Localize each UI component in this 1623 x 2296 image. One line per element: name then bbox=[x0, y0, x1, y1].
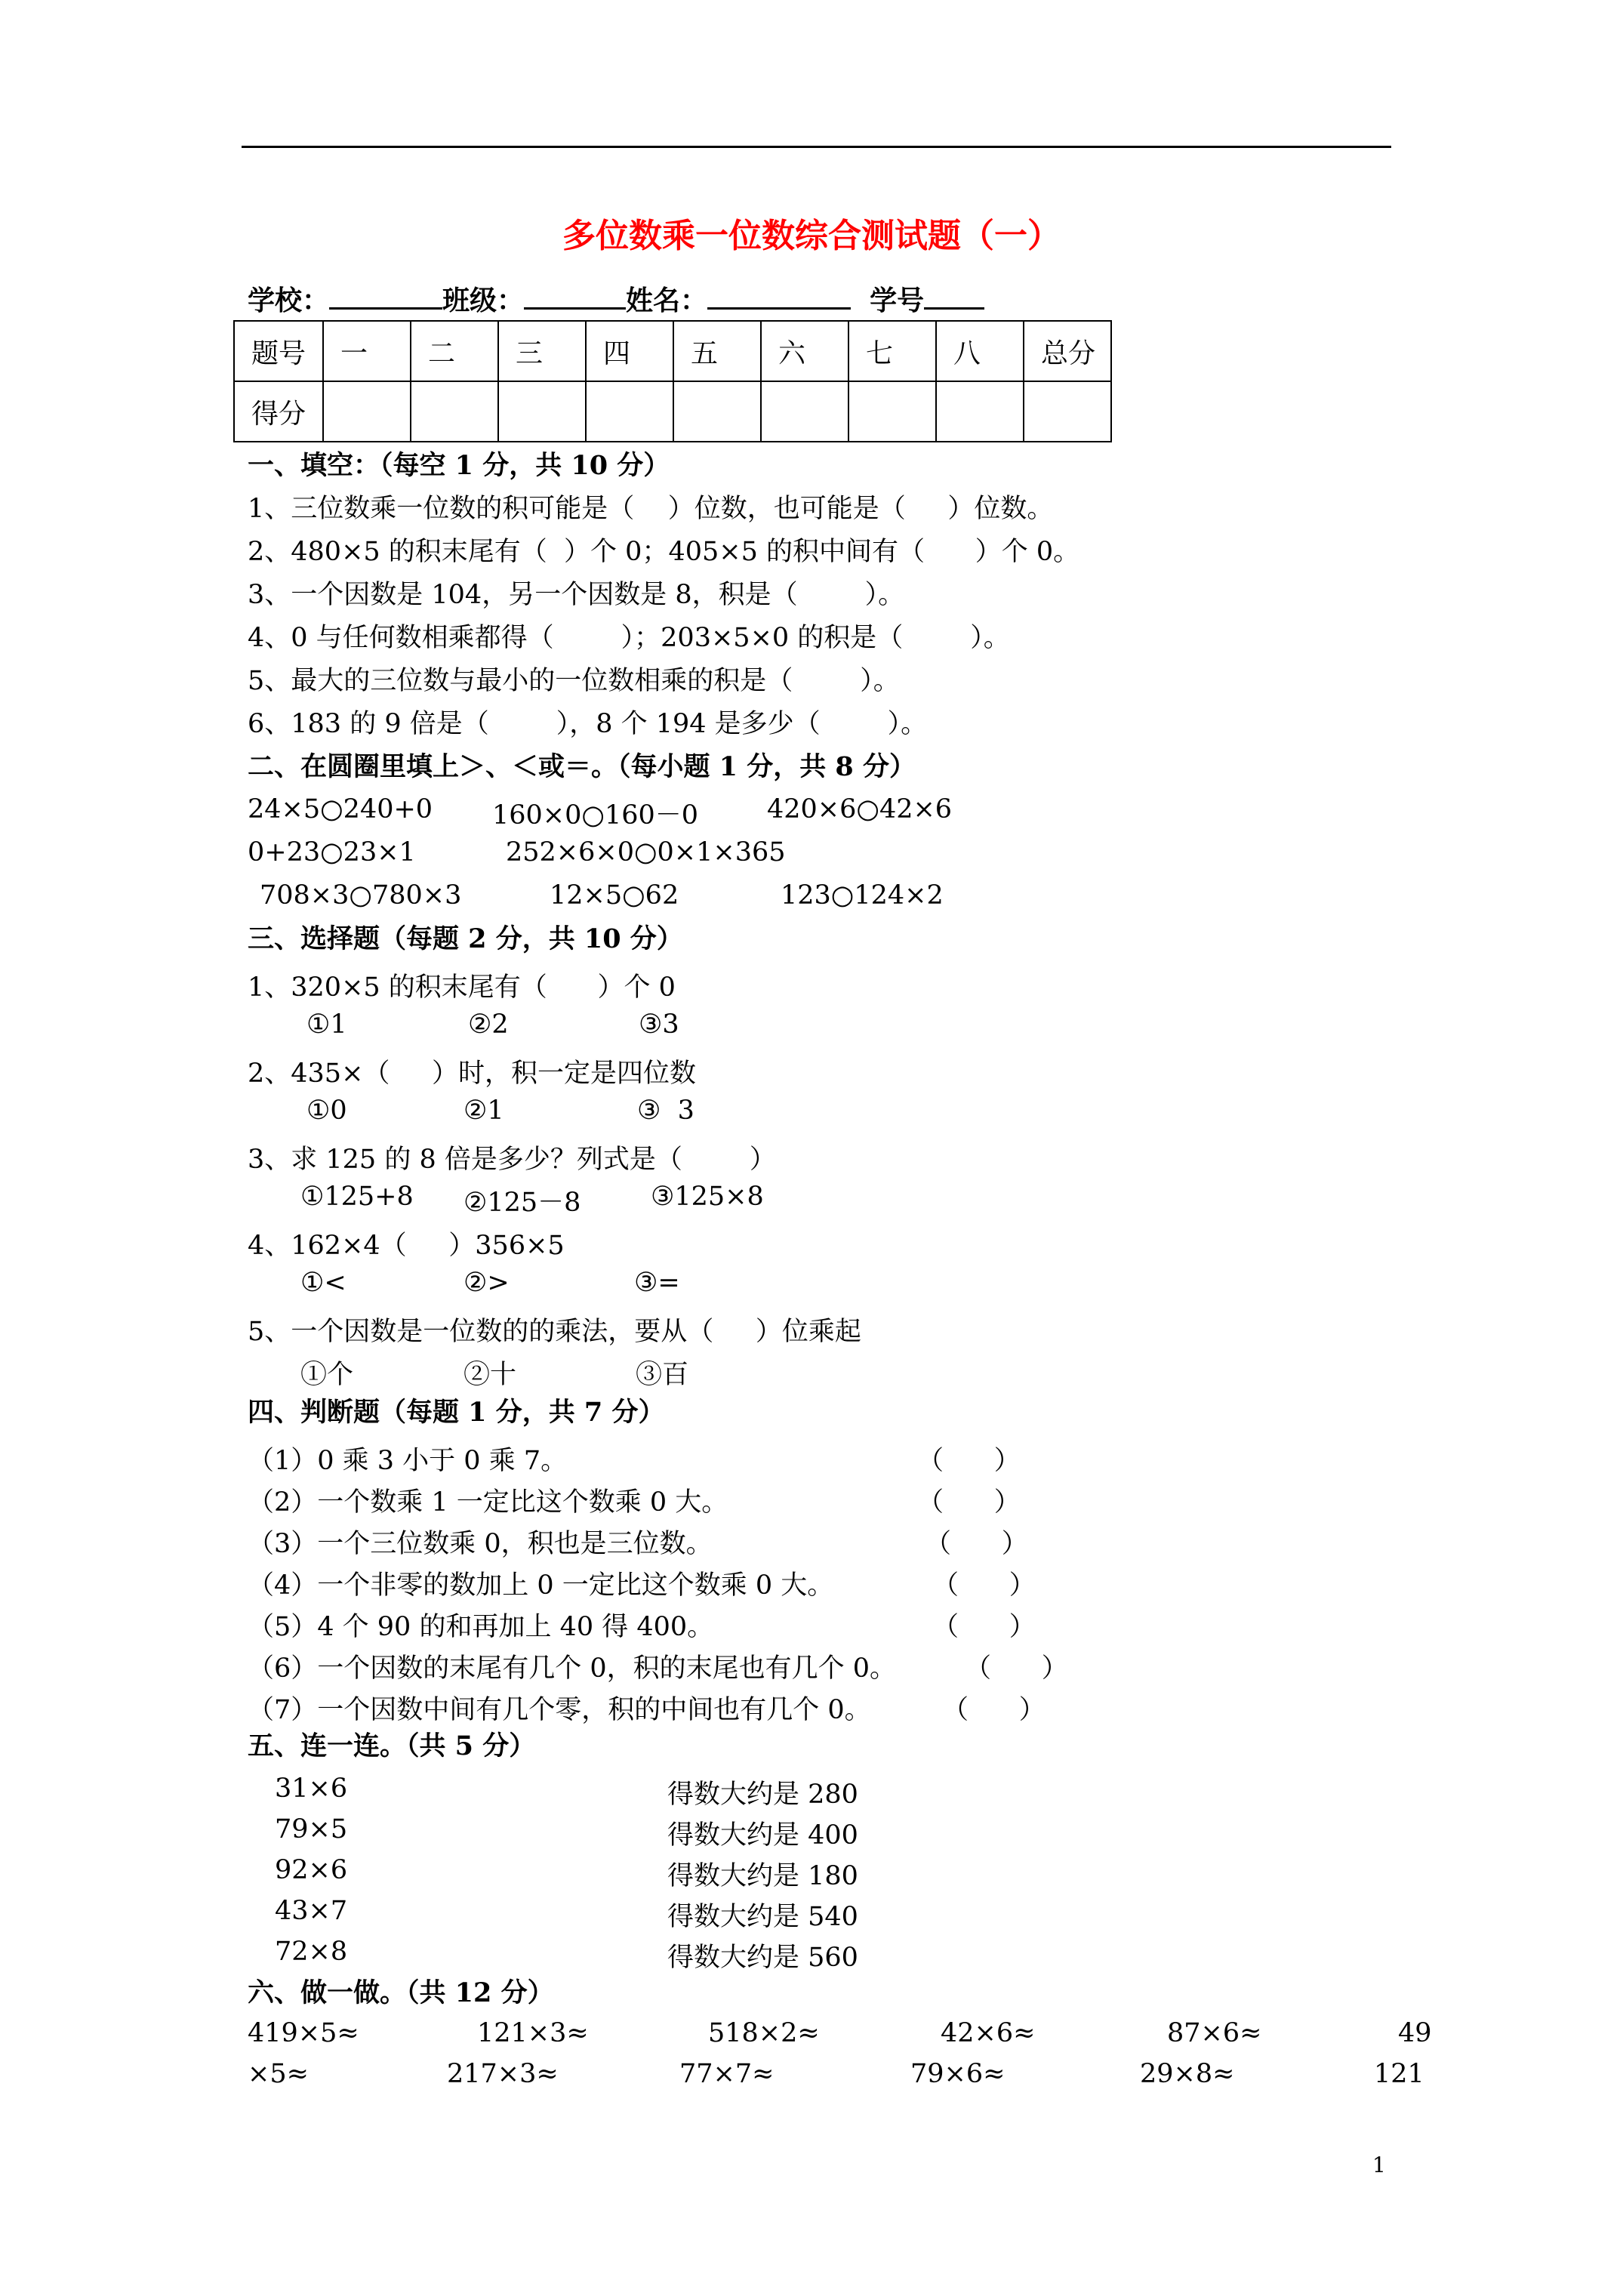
score-input-cell[interactable] bbox=[323, 381, 411, 442]
estimate-item: 29×8≈ bbox=[1140, 2059, 1235, 2089]
score-input-cell[interactable] bbox=[1024, 381, 1111, 442]
true-false-item: （4）一个非零的数加上 0 一定比这个数乘 0 大。 bbox=[248, 1570, 834, 1601]
choice-option[interactable]: ②十 bbox=[463, 1360, 517, 1390]
score-input-cell[interactable] bbox=[761, 381, 848, 442]
score-cell: 二 bbox=[411, 321, 498, 381]
fill-blank-item: 6、183 的 9 倍是（ ），8 个 194 是多少（ ）。 bbox=[248, 709, 928, 739]
choice-question: 3、求 125 的 8 倍是多少？列式是（ ） bbox=[248, 1145, 776, 1175]
compare-item: 160×0○160－0 bbox=[492, 800, 699, 831]
match-left-item[interactable]: 79×5 bbox=[275, 1814, 348, 1845]
score-cell: 总分 bbox=[1024, 321, 1111, 381]
school-label: 学校： bbox=[248, 285, 330, 316]
score-cell: 一 bbox=[323, 321, 411, 381]
choice-option[interactable]: ③125×8 bbox=[651, 1182, 764, 1212]
section-2-heading: 二、在圆圈里填上＞、＜或＝。（每小题 1 分，共 8 分） bbox=[248, 751, 916, 782]
class-blank bbox=[524, 282, 626, 310]
true-false-item: （2）一个数乘 1 一定比这个数乘 0 大。 bbox=[248, 1487, 728, 1518]
compare-item: 0+23○23×1 bbox=[248, 837, 416, 868]
compare-item: 123○124×2 bbox=[781, 880, 944, 911]
compare-item: 420×6○42×6 bbox=[767, 794, 953, 824]
name-blank bbox=[707, 282, 851, 310]
answer-parens[interactable]: （ ） bbox=[942, 1695, 1046, 1725]
choice-option[interactable]: ①< bbox=[300, 1268, 346, 1298]
score-input-cell[interactable] bbox=[936, 381, 1024, 442]
estimate-item: 79×6≈ bbox=[910, 2059, 1006, 2089]
fill-blank-item: 5、最大的三位数与最小的一位数相乘的积是（ ）。 bbox=[248, 666, 900, 696]
true-false-item: （1）0 乘 3 小于 0 乘 7。 bbox=[248, 1446, 568, 1476]
page-number: 1 bbox=[1372, 2153, 1386, 2177]
match-left-item[interactable]: 31×6 bbox=[275, 1774, 348, 1804]
choice-option[interactable]: ②> bbox=[463, 1268, 510, 1298]
section-1-heading: 一、填空：（每空 1 分，共 10 分） bbox=[248, 450, 670, 481]
score-input-cell[interactable] bbox=[498, 381, 586, 442]
score-cell: 三 bbox=[498, 321, 586, 381]
match-right-item[interactable]: 得数大约是 180 bbox=[667, 1861, 858, 1891]
choice-option[interactable]: ①个 bbox=[300, 1360, 354, 1390]
choice-option[interactable]: ①1 bbox=[306, 1009, 347, 1040]
true-false-item: （5）4 个 90 的和再加上 40 得 400。 bbox=[248, 1612, 714, 1642]
estimate-item: 77×7≈ bbox=[679, 2059, 775, 2089]
true-false-item: （7）一个因数中间有几个零，积的中间也有几个 0。 bbox=[248, 1695, 871, 1725]
name-label: 姓名： bbox=[626, 285, 708, 316]
match-right-item[interactable]: 得数大约是 280 bbox=[667, 1780, 858, 1810]
score-input-cell[interactable] bbox=[673, 381, 761, 442]
score-cell: 四 bbox=[586, 321, 673, 381]
choice-option[interactable]: ②2 bbox=[468, 1009, 509, 1040]
answer-parens[interactable]: （ ） bbox=[932, 1570, 1036, 1601]
match-left-item[interactable]: 43×7 bbox=[275, 1896, 348, 1926]
school-blank bbox=[329, 282, 442, 310]
student-info-line bbox=[248, 279, 984, 318]
answer-parens[interactable]: （ ） bbox=[965, 1653, 1068, 1684]
compare-item: 24×5○240+0 bbox=[248, 794, 433, 824]
choice-question: 1、320×5 的积末尾有（ ）个 0 bbox=[248, 972, 676, 1003]
choice-option[interactable]: ③ 3 bbox=[637, 1096, 694, 1126]
choice-option[interactable]: ③3 bbox=[639, 1009, 679, 1040]
score-input-cell[interactable] bbox=[848, 381, 936, 442]
score-input-cell[interactable] bbox=[411, 381, 498, 442]
choice-question: 5、一个因数是一位数的的乘法，要从（ ）位乘起 bbox=[248, 1317, 861, 1347]
answer-parens[interactable]: （ ） bbox=[917, 1487, 1021, 1518]
estimate-item: 121 bbox=[1374, 2059, 1424, 2089]
estimate-item: 42×6≈ bbox=[941, 2018, 1036, 2048]
match-left-item[interactable]: 72×8 bbox=[275, 1937, 348, 1967]
score-cell: 六 bbox=[761, 321, 848, 381]
choice-question: 2、435×（ ）时，积一定是四位数 bbox=[248, 1059, 697, 1089]
page-title: 多位数乘一位数综合测试题（一） bbox=[562, 217, 1061, 255]
score-cell: 七 bbox=[848, 321, 936, 381]
id-blank bbox=[924, 282, 984, 310]
estimate-item: 87×6≈ bbox=[1167, 2018, 1262, 2048]
choice-option[interactable]: ②1 bbox=[463, 1096, 504, 1126]
answer-parens[interactable]: （ ） bbox=[932, 1612, 1036, 1642]
estimate-item: 217×3≈ bbox=[447, 2059, 559, 2089]
choice-question: 4、162×4（ ）356×5 bbox=[248, 1231, 565, 1261]
section-4-heading: 四、判断题（每题 1 分，共 7 分） bbox=[248, 1397, 665, 1428]
score-cell: 五 bbox=[673, 321, 761, 381]
class-label: 班级： bbox=[442, 285, 525, 316]
section-6-heading: 六、做一做。（共 12 分） bbox=[248, 1977, 554, 2008]
fill-blank-item: 1、三位数乘一位数的积可能是（ ）位数，也可能是（ ）位数。 bbox=[248, 494, 1054, 524]
answer-parens[interactable]: （ ） bbox=[917, 1446, 1021, 1476]
match-right-item[interactable]: 得数大约是 560 bbox=[667, 1943, 858, 1973]
fill-blank-item: 3、一个因数是 104，另一个因数是 8，积是（ ）。 bbox=[248, 580, 905, 610]
score-row-label: 得分 bbox=[234, 381, 323, 442]
estimate-item: 518×2≈ bbox=[708, 2018, 820, 2048]
compare-item: 708×3○780×3 bbox=[260, 880, 462, 911]
section-3-heading: 三、选择题（每题 2 分，共 10 分） bbox=[248, 923, 683, 954]
match-right-item[interactable]: 得数大约是 540 bbox=[667, 1902, 858, 1932]
choice-option[interactable]: ③百 bbox=[636, 1360, 689, 1390]
score-table-header-row bbox=[234, 321, 1111, 381]
choice-option[interactable]: ②125－8 bbox=[463, 1188, 581, 1218]
section-5-heading: 五、连一连。（共 5 分） bbox=[248, 1730, 536, 1761]
true-false-item: （3）一个三位数乘 0，积也是三位数。 bbox=[248, 1529, 713, 1559]
estimate-item: 419×5≈ bbox=[248, 2018, 359, 2048]
answer-parens[interactable]: （ ） bbox=[925, 1529, 1028, 1559]
match-right-item[interactable]: 得数大约是 400 bbox=[667, 1820, 858, 1851]
choice-option[interactable]: ①0 bbox=[306, 1096, 347, 1126]
score-table bbox=[233, 320, 1112, 442]
choice-option[interactable]: ③= bbox=[634, 1268, 680, 1298]
fill-blank-item: 4、0 与任何数相乘都得（ ）；203×5×0 的积是（ ）。 bbox=[248, 623, 1010, 653]
score-input-cell[interactable] bbox=[586, 381, 673, 442]
estimate-item: 121×3≈ bbox=[477, 2018, 589, 2048]
score-cell: 八 bbox=[936, 321, 1024, 381]
id-label: 学号 bbox=[870, 285, 925, 316]
choice-option[interactable]: ①125+8 bbox=[300, 1182, 414, 1212]
fill-blank-item: 2、480×5 的积末尾有（ ）个 0；405×5 的积中间有（ ）个 0。 bbox=[248, 537, 1080, 567]
true-false-item: （6）一个因数的末尾有几个 0，积的末尾也有几个 0。 bbox=[248, 1653, 897, 1684]
score-table-score-row bbox=[234, 381, 1111, 442]
estimate-item: ×5≈ bbox=[248, 2059, 309, 2089]
compare-item: 252×6×0○0×1×365 bbox=[506, 837, 786, 868]
score-cell: 题号 bbox=[234, 321, 323, 381]
compare-item: 12×5○62 bbox=[550, 880, 679, 911]
header-rule bbox=[242, 146, 1391, 148]
match-left-item[interactable]: 92×6 bbox=[275, 1855, 348, 1885]
estimate-item: 49 bbox=[1398, 2018, 1432, 2048]
